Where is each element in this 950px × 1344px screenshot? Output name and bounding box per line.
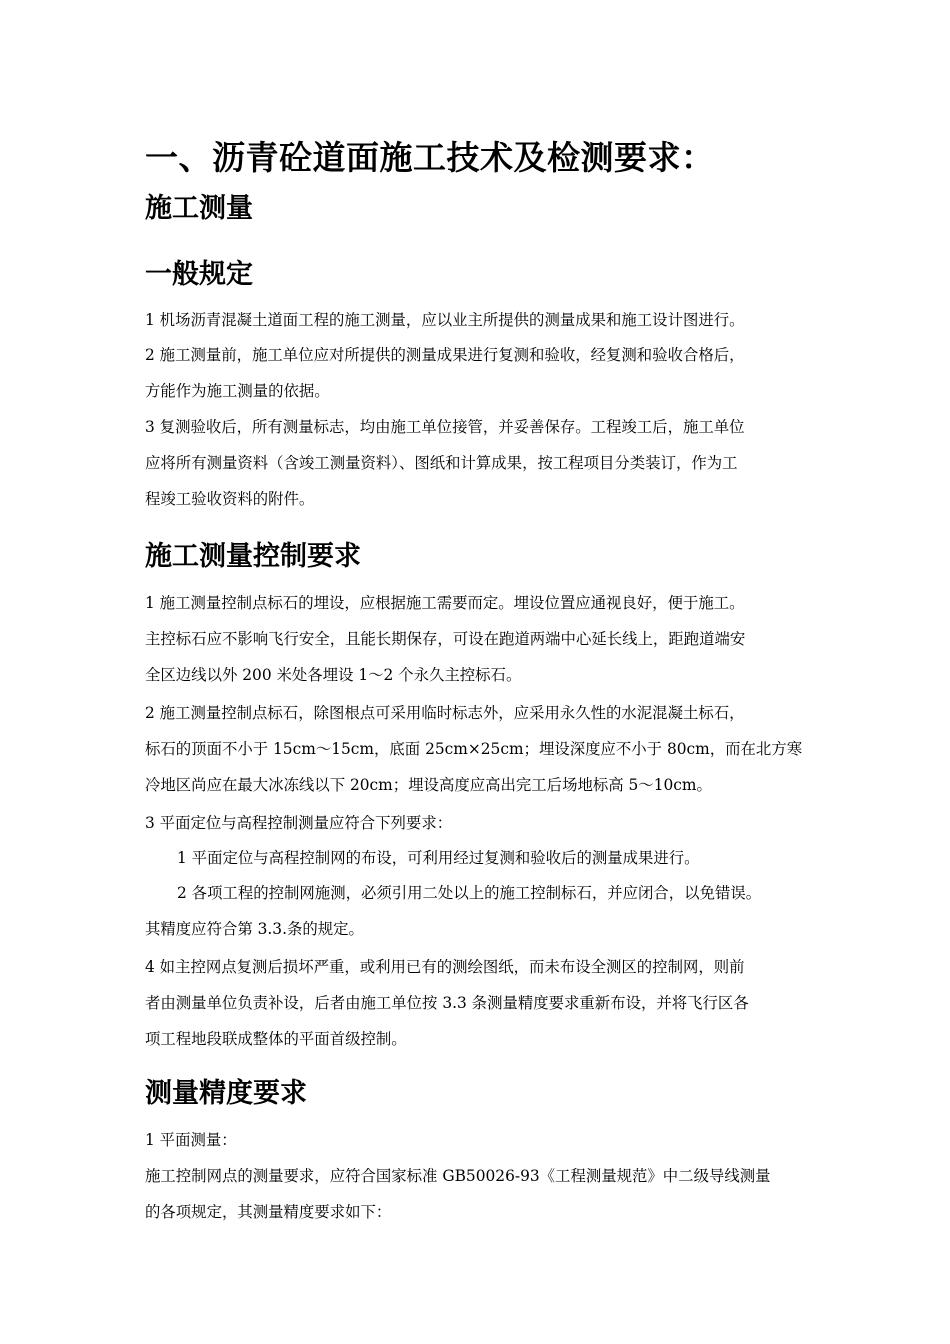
paragraph-control-3-1 [145, 840, 815, 876]
section-heading-general-rules: 一般规定 [145, 259, 253, 290]
text-line: 4 如主控网点复测后损坏严重，或利用已有的测绘图纸，而未布设全测区的控制网，则前 [145, 958, 745, 976]
text-line: 冷地区尚应在最大冰冻线以下 20cm；埋设高度应高出完工后场地标高 5～10cm。 [145, 776, 712, 794]
text-line: 2 各项工程的控制网施测，必须引用二处以上的施工控制标石，并应闭合，以免错误。 [177, 884, 762, 902]
text-line: 1 平面测量： [145, 1131, 237, 1149]
paragraph-precision-2 [145, 1158, 815, 1230]
paragraph-control-2 [145, 695, 815, 803]
text-line: 主控标石应不影响飞行安全，且能长期保存，可设在跑道两端中心延长线上，距跑道端安 [145, 630, 746, 648]
text-line: 施工控制网点的测量要求，应符合国家标准 GB50026-93《工程测量规范》中二级导线测量 [145, 1167, 771, 1185]
paragraph-precision-1 [145, 1122, 815, 1158]
text-line: 1 施工测量控制点标石的埋设，应根据施工需要而定。埋设位置应通视良好，便于施工。 [145, 594, 745, 612]
section-heading-construction-survey: 施工测量 [145, 193, 253, 224]
paragraph-general-3 [145, 409, 815, 517]
text-line: 程竣工验收资料的附件。 [145, 490, 315, 508]
text-line: 全区边线以外 200 米处各埋设 1～2 个永久主控标石。 [145, 666, 522, 684]
text-line: 2 施工测量前，施工单位应对所提供的测量成果进行复测和验收，经复测和验收合格后， [145, 346, 745, 364]
text-line: 3 平面定位与高程控制测量应符合下列要求： [145, 814, 453, 832]
text-line: 的各项规定，其测量精度要求如下： [145, 1203, 392, 1221]
text-line: 1 机场沥青混凝土道面工程的施工测量，应以业主所提供的测量成果和施工设计图进行。 [145, 311, 745, 329]
text-line: 应将所有测量资料（含竣工测量资料）、图纸和计算成果，按工程项目分类装订，作为工 [145, 454, 738, 472]
text-line: 标石的顶面不小于 15cm～15cm，底面 25cm×25cm；埋设深度应不小于 80cm，而在北方寒 [145, 740, 803, 758]
text-line: 3 复测验收后，所有测量标志，均由施工单位接管，并妥善保存。工程竣工后，施工单位 [145, 418, 745, 436]
paragraph-general-1 [145, 302, 815, 338]
document-title: 一、沥青砼道面施工技术及检测要求： [145, 138, 715, 177]
section-heading-control-requirements: 施工测量控制要求 [145, 541, 361, 572]
text-line: 其精度应符合第 3.3.条的规定。 [145, 920, 364, 938]
text-line: 2 施工测量控制点标石，除图根点可采用临时标志外，应采用永久性的水泥混凝土标石， [145, 704, 745, 722]
text-line: 者由测量单位负责补设，后者由施工单位按 3.3 条测量精度要求重新布设，并将飞行区各 [145, 994, 749, 1012]
text-line: 方能作为施工测量的依据。 [145, 382, 330, 400]
paragraph-control-3-2 [145, 875, 815, 947]
paragraph-control-4 [145, 949, 815, 1057]
text-line: 1 平面定位与高程控制网的布设，可利用经过复测和验收后的测量成果进行。 [177, 849, 700, 867]
text-line: 项工程地段联成整体的平面首级控制。 [145, 1030, 407, 1048]
paragraph-control-3 [145, 805, 815, 841]
section-heading-precision-requirements: 测量精度要求 [145, 1078, 307, 1109]
paragraph-general-2 [145, 337, 815, 409]
paragraph-control-1 [145, 585, 815, 693]
